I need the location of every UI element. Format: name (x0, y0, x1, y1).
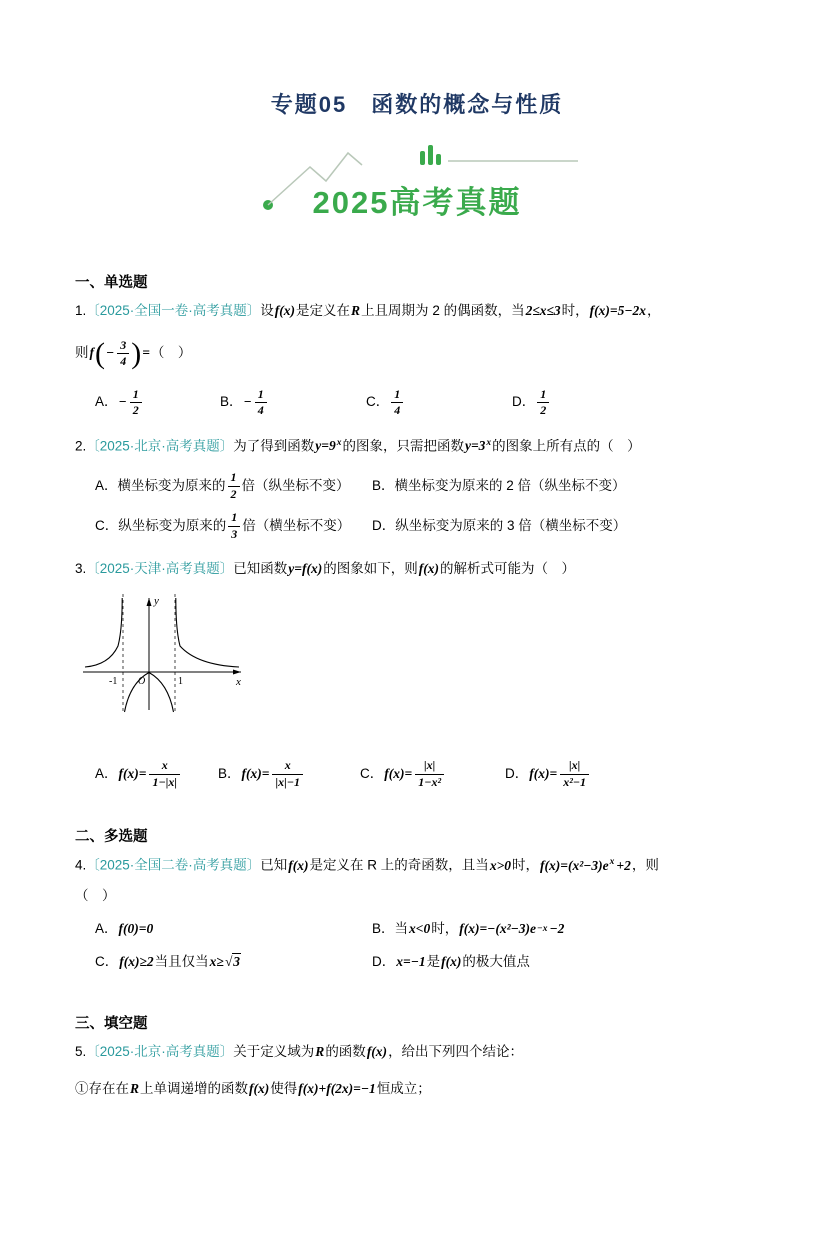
question-1-stem: 1.〔2025·全国一卷·高考真题〕设f(x)是定义在R上且周期为 2 的偶函数，当2≤x≤3时，f(x)=5−2x， (75, 303, 661, 318)
graph-tick-minus-1: -1 (109, 676, 118, 688)
option-3c: C． f(x)= $\frac{|x|}{\text{1−x²}}$ (360, 759, 505, 790)
option-2a: A．横坐标变为原来的 $\frac{1}{2}$ 倍（纵坐标不变） (95, 470, 350, 501)
question-2-stem: 2.〔2025·北京·高考真题〕为了得到函数$y=9^x$的图象，只需把函数$y=3^x$的图象上所有点的（ ） (75, 437, 641, 454)
question-5-stem: 5.〔2025·北京·高考真题〕关于定义域为R的函数f(x)，给出下列四个结论： (75, 1044, 524, 1060)
option-4c: C． f(x)≥2 当且仅当 x≥ √3 (95, 953, 240, 969)
question-5-item-1: ①存在在R上单调递增的函数f(x)使得f(x)+f(2x)=−1恒成立； (75, 1081, 431, 1097)
option-1a: A． − $\frac{1}{2}$ (95, 388, 220, 419)
section-heading-fill-blank: 三、填空题 (75, 1016, 148, 1033)
exam-document (0, 88, 827, 1100)
question-2-options-row-2 (75, 509, 759, 543)
question-3-options (75, 757, 759, 791)
option-2b: B．横坐标变为原来的 2 倍（纵坐标不变） (372, 477, 626, 493)
option-4b: B．当 x<0 时， f(x)=−(x²−3)e −x −2 (372, 920, 565, 936)
question-2-options-row-1 (75, 469, 759, 503)
graph-origin-label: O (138, 676, 146, 688)
badge-text: 2025高考真题 (312, 185, 522, 220)
question-4-stem: 4.〔2025·全国二卷·高考真题〕已知f(x)是定义在 R 上的奇函数，且当x>0时，$f(x)=(x^2-3)e^x +2$，则 (75, 857, 659, 873)
option-1b: B． − $\frac{1}{4}$ (220, 388, 366, 419)
question-3-figure (79, 590, 759, 723)
option-2d: D．纵坐标变为原来的 3 倍（横坐标不变） (372, 517, 627, 533)
section-heading-single-choice: 一、单选题 (75, 275, 148, 291)
function-graph (79, 590, 254, 718)
question-3-stem: 3.〔2025·天津·高考真题〕已知函数y=f(x)的图象如下，则f(x)的解析式可能为（ ） (75, 561, 575, 577)
question-4-options-row-2 (75, 952, 759, 973)
section-heading-multi-choice: 二、多选题 (75, 829, 148, 846)
option-2c: C．纵坐标变为原来的 $\frac{1}{3}$ 倍（横坐标不变） (95, 510, 351, 541)
option-3d: D． f(x)= $\frac{|x|}{\text{x²−1}}$ (505, 759, 591, 790)
graph-tick-1: 1 (178, 676, 183, 688)
question-1-stem-2: 则 f ( − $\frac{3}{4}$ ) = （ ） (75, 336, 192, 370)
badge-2025-gaokao (75, 141, 759, 245)
option-1d: D． $\frac{1}{2}$ (512, 388, 551, 419)
option-4d: D． x=−1 是 f(x) 的极大值点 (372, 953, 530, 969)
question-1-options (75, 386, 759, 420)
option-3a: A． f(x)= $\frac{x}{1-|x|}$ (95, 759, 218, 790)
question-4-options-row-1 (75, 919, 759, 940)
option-4a: A． f(0)=0 (95, 920, 154, 936)
page-title: 专题05 函数的概念与性质 (270, 92, 564, 117)
graph-y-label: y (154, 595, 159, 608)
graph-x-label: x (236, 676, 241, 689)
question-4-stem-2: （ ） (75, 887, 116, 903)
option-3b: B． f(x)= $\frac{x}{|x|-1}$ (218, 759, 360, 790)
option-1c: C． $\frac{1}{4}$ (366, 388, 512, 419)
